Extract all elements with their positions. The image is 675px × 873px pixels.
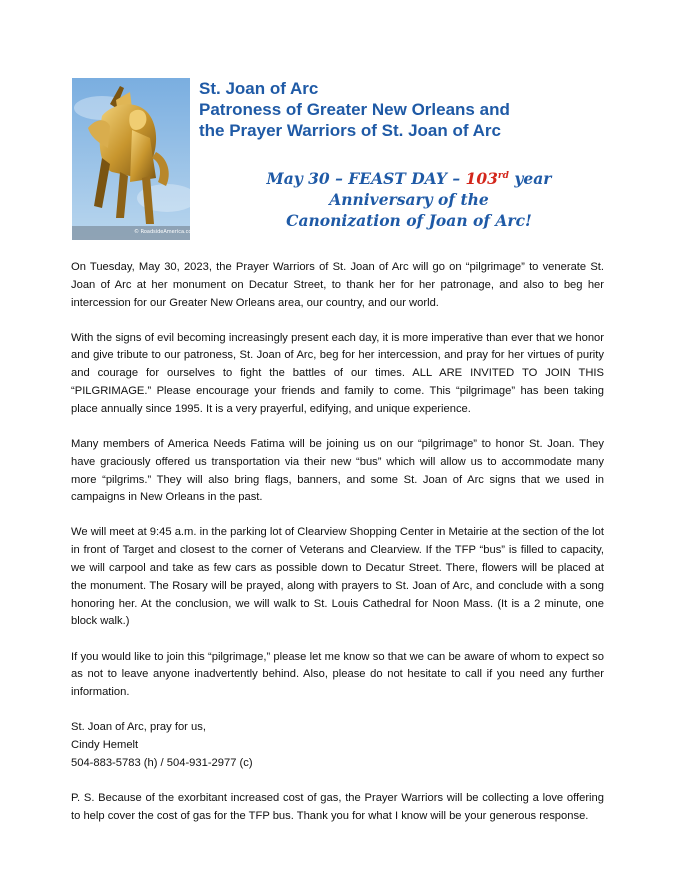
statue-photo: [72, 78, 197, 240]
feast-line-3: Canonization of Joan of Arc!: [286, 211, 532, 230]
signature-phone: 504-883-5783 (h) / 504-931-2977 (c): [71, 756, 253, 769]
signature-name: Cindy Hemelt: [71, 739, 139, 752]
paragraph-intro: On Tuesday, May 30, 2023, the Prayer Warriors of St. Joan of Arc will go on “pilgrimage” to venerate St. Joan of Arc at her monument on Decatur Street, to thank her for her patronage, and also to beg her intercession for our Greater New Orleans area, our country, and our world.: [71, 261, 604, 309]
page-title: [199, 78, 629, 141]
photo-credit: © RoadsideAmerica.com: [134, 229, 197, 235]
feast-anniversary-number: [466, 169, 509, 188]
postscript: P. S. Because of the exorbitant increased cost of gas, the Prayer Warriors will be collecting a love offering to help cover the cost of gas for the TFP bus. Thank you for what I know will be your generous response.: [71, 791, 604, 822]
paragraph-transportation: Many members of America Needs Fatima will be joining us on our “pilgrimage” to honor St. Joan. They have graciously offered us transportation via their new “bus” which will allow us to accommodate many more “pilgrims.” They will also bring flags, banners, and some St. Joan of Arc signs that we used in campaigns in New Orleans in the past.: [71, 437, 604, 504]
paragraph-meeting-details: We will meet at 9:45 a.m. in the parking lot of Clearview Shopping Center in Metairie at the section of the lot in front of Target and closest to the corner of Veterans and Clearview. If the TFP “bus” is filled to capacity, we will carpool and take as few cars as possible down to Decatur Street. There, flowers will be placed at the monument. The Rosary will be prayed, along with prayers to St. Joan of Arc, and conclude with a song honoring her. At the conclusion, we will walk to St. Louis Cathedral for Noon Mass. (It is a 2 minute, one block walk.): [71, 526, 604, 628]
feast-day-heading: [199, 168, 619, 231]
paragraph-rsvp: If you would like to join this “pilgrimage,” please let me know so that we can be aware of whom to expect so as not to leave anyone inadvertently behind. Also, please do not hesitate to call if you need any further information.: [71, 650, 604, 699]
feast-line-1-end: year: [508, 169, 552, 188]
anniversary-ordinal: rd: [497, 171, 509, 181]
title-line-3: the Prayer Warriors of St. Joan of Arc: [199, 121, 501, 140]
feast-line-1: [199, 168, 619, 189]
title-line-1: St. Joan of Arc: [199, 79, 319, 98]
letter-body: [71, 259, 604, 843]
signature-closing: St. Joan of Arc, pray for us,: [71, 721, 206, 734]
feast-line-1-start: May 30 – FEAST DAY –: [266, 169, 466, 188]
statue-image: [72, 78, 190, 240]
paragraph-invitation: With the signs of evil becoming increasingly present each day, it is more imperative than ever that we honor and give tribute to our patroness, St. Joan of Arc, beg for her intercession, and pray for her virtues of purity and courage for ourselves to fight the battles of our times. ALL ARE INVITED TO JOIN THIS “PILGRIMAGE.” Please encourage your friends and family to come. This “pilgrimage” has been taking place annually since 1995. It is a very prayerful, edifying, and unique experience.: [71, 331, 604, 415]
title-line-2: Patroness of Greater New Orleans and: [199, 100, 510, 119]
signature-block: [71, 719, 604, 772]
feast-line-2: Anniversary of the: [329, 190, 489, 209]
anniversary-number: 103: [465, 169, 498, 188]
